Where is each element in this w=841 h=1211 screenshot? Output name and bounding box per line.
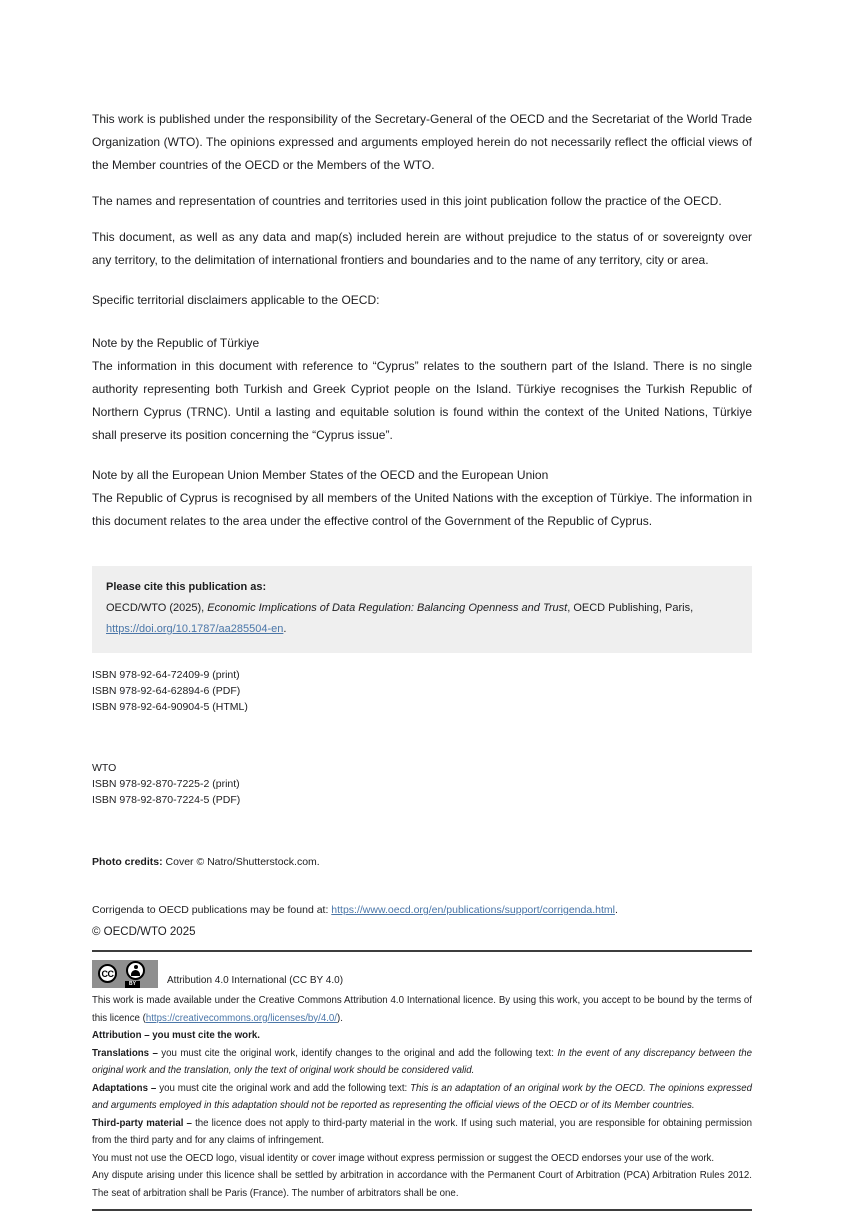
corrigenda-suffix: . xyxy=(614,904,618,916)
citation-post: , OECD Publishing, Paris, xyxy=(567,602,694,614)
paragraph-prejudice: This document, as well as any data and map(s) included herein are without prejudice to the status of or sovereignty over any territory, to the delimitation of international frontiers and boundaries and to the name of any territory, city or area. xyxy=(92,230,752,267)
license-title: Attribution 4.0 International (CC BY 4.0) xyxy=(167,975,344,986)
license-thirdparty xyxy=(92,1115,752,1150)
citation-box xyxy=(92,566,752,653)
isbn-line: ISBN 978-92-64-62894-6 (PDF) xyxy=(92,685,241,697)
citation-label: Please cite this publication as: xyxy=(106,581,267,593)
translations-italic: In the event of any discrepancy between the original work and the translation, only the text of original work should be considered valid. xyxy=(92,1047,752,1076)
isbn-line: ISBN 978-92-64-72409-9 (print) xyxy=(92,669,240,681)
photo-credits-label: Photo credits: xyxy=(92,856,166,868)
isbn-wto-block xyxy=(92,760,752,808)
citation-title: Economic Implications of Data Regulation: Balancing Openness and Trust xyxy=(207,602,568,614)
license-translations xyxy=(92,1045,752,1080)
thirdparty-text: the licence does not apply to third-party material in the work. If using such material, you are responsible for obtaining permission from the third party and for any claims of infringement. xyxy=(92,1117,752,1146)
paragraph-names-representation: The names and representation of countries and territories used in this joint publication follow the practice of the OECD. xyxy=(92,194,722,208)
note-eu xyxy=(92,464,752,533)
note-turkiye-body: The information in this document with reference to “Cyprus” relates to the southern part of the Island. There is no single authority representing both Turkish and Greek Cypriot people on the Island. Türkiye recognises the Turkish Republic of Northern Cyprus (TRNC). Until a lasting and equitable solution is found within the context of the United Nations, Türkiye shall preserve its position concerning the “Cyprus issue”. xyxy=(92,359,752,442)
isbn-oecd-block xyxy=(92,667,752,715)
paragraph-territorial-disclaimers: Specific territorial disclaimers applicable to the OECD: xyxy=(92,293,380,307)
cc-by-badge-icon xyxy=(92,960,158,988)
copyright-notice: © OECD/WTO 2025 xyxy=(92,926,196,938)
corrigenda-text: Corrigenda to OECD publications may be found at: xyxy=(92,904,332,916)
note-eu-body: The Republic of Cyprus is recognised by all members of the United Nations with the exception of Türkiye. The information in this document relates to the area under the effective control of the Government of the Republic of Cyprus. xyxy=(92,491,752,528)
citation-link-suffix: . xyxy=(283,623,287,635)
corrigenda-line xyxy=(92,902,752,918)
license-intro-text: This work is made available under the Creative Commons Attribution 4.0 International licence. By using this work, you accept to be bound by the terms of this licence ( xyxy=(92,995,752,1024)
license-adaptations xyxy=(92,1080,752,1115)
license-terms xyxy=(92,992,752,1202)
cc-by-label: BY xyxy=(125,981,140,988)
isbn-line: ISBN 978-92-64-90904-5 (HTML) xyxy=(92,701,248,713)
citation-link-line xyxy=(106,619,738,640)
wto-heading: WTO xyxy=(92,762,117,774)
corrigenda-link[interactable]: https://www.oecd.org/en/publications/support/corrigenda.html xyxy=(331,904,615,916)
divider-top xyxy=(92,950,752,952)
adaptations-text: you must cite the original work and add the following text: xyxy=(159,1082,411,1094)
adaptations-italic: This is an adaptation of an original work by the OECD. The opinions expressed and arguments employed in this adaptation should not be reported as representing the official views of the OECD or of its Member countries. xyxy=(92,1082,752,1111)
note-turkiye xyxy=(92,332,752,447)
adaptations-label: Adaptations – xyxy=(92,1082,160,1094)
photo-credits-text: Cover © Natro/Shutterstock.com. xyxy=(165,856,320,868)
translations-text: you must cite the original work, identify changes to the original and add the following text: xyxy=(161,1047,558,1059)
thirdparty-label: Third-party material – xyxy=(92,1117,196,1129)
license-header xyxy=(92,960,752,988)
license-logo-restriction: You must not use the OECD logo, visual identity or cover image without express permission or suggest the OECD endorses your use of the work. xyxy=(92,1152,715,1164)
cc-person-icon xyxy=(126,961,145,980)
license-intro xyxy=(92,992,752,1027)
photo-credits xyxy=(92,854,752,870)
cc-logo-icon: CC xyxy=(98,964,117,983)
citation-pre: OECD/WTO (2025), xyxy=(106,602,208,614)
license-attribution: Attribution – you must cite the work. xyxy=(92,1030,260,1041)
translations-label: Translations – xyxy=(92,1047,162,1059)
paragraph-responsibility: This work is published under the responsibility of the Secretary-General of the OECD and the Secretariat of the World Trade Organization (WTO). The opinions expressed and arguments employed herein do not necessarily reflect the official views of the Member countries of the OECD or the Members of the WTO. xyxy=(92,112,752,172)
cc-licence-link[interactable]: https://creativecommons.org/licenses/by/4.0/ xyxy=(145,1012,337,1024)
note-eu-heading: Note by all the European Union Member States of the OECD and the European Union xyxy=(92,468,549,482)
doi-link[interactable]: https://doi.org/10.1787/aa285504-en xyxy=(106,623,284,635)
citation-line xyxy=(106,598,738,619)
license-intro-suffix: ). xyxy=(337,1012,343,1024)
license-dispute: Any dispute arising under this licence shall be settled by arbitration in accordance with the Permanent Court of Arbitration (PCA) Arbitration Rules 2012. The seat of arbitration shall be Paris (France). The number of arbitrators shall be one. xyxy=(92,1170,752,1199)
isbn-line: ISBN 978-92-870-7224-5 (PDF) xyxy=(92,794,241,806)
note-turkiye-heading: Note by the Republic of Türkiye xyxy=(92,336,260,350)
isbn-line: ISBN 978-92-870-7225-2 (print) xyxy=(92,778,240,790)
